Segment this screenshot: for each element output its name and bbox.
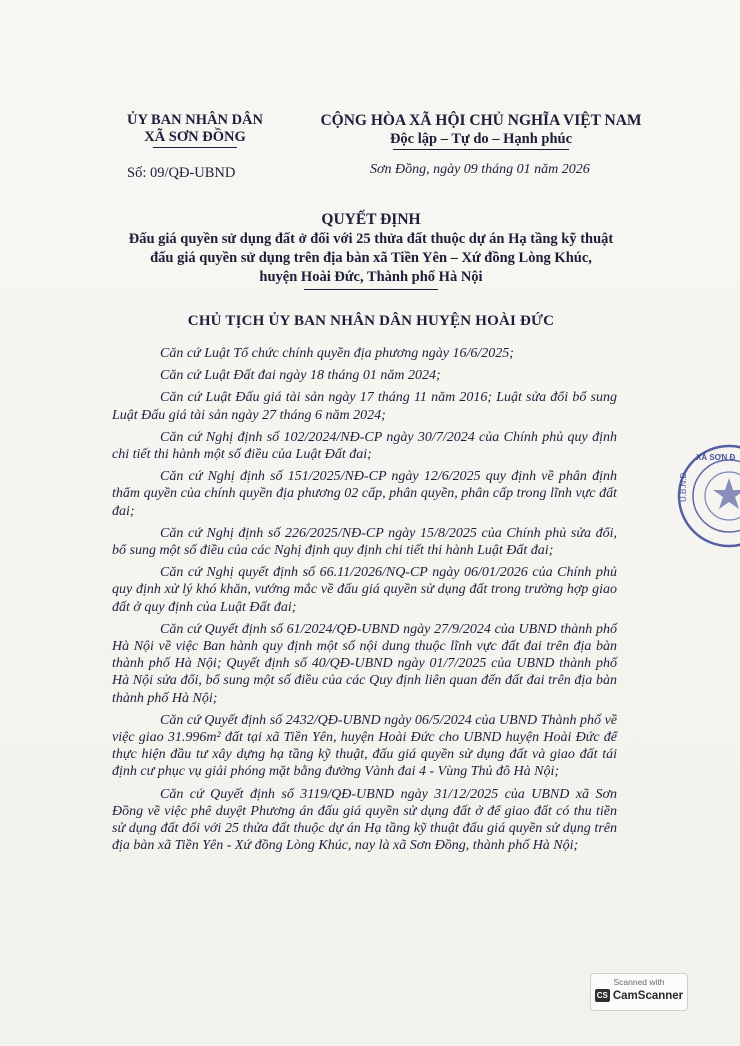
legal-basis-paragraph: Căn cứ Quyết định số 61/2024/QĐ-UBND ngày 27/9/2024 của UBND thành phố Hà Nội về việc Ban hành quy định một số nội dung thuộc lĩnh vực đất đai trên địa bàn thành phố Hà Nội; Quyết định số 40/QĐ-UBND ngày 01/7/2025 của UBND thành phố Hà Nội sửa đổi, bổ sung một số điều của các Quy định liên quan đến đất đai trên địa bàn thành phố Hà Nội;	[112, 621, 617, 706]
legal-basis	[112, 345, 617, 859]
national-heading	[316, 112, 646, 150]
subject-line-1: Đấu giá quyền sử dụng đất ở đối với 25 thửa đất thuộc dự án Hạ tầng kỹ thuật	[128, 231, 614, 247]
document-title	[80, 210, 662, 290]
place-and-date: Sơn Đồng, ngày 09 tháng 01 năm 2026	[370, 162, 590, 177]
camscanner-logo-icon: CS	[596, 991, 608, 1000]
motto-underline	[393, 149, 569, 150]
org-underline	[153, 147, 237, 148]
issuing-organization	[112, 112, 278, 148]
national-motto: Độc lập – Tự do – Hạnh phúc	[389, 131, 573, 147]
seal-stamp-graphic	[674, 442, 740, 550]
legal-basis-paragraph: Căn cứ Quyết định số 3119/QĐ-UBND ngày 31/12/2025 của UBND xã Sơn Đồng về việc phê duyệt Phương án đấu giá quyền sử dụng đất ở để giao đất có thu tiền sử dụng đất đối với 25 thửa đất thuộc dự án Hạ tầng kỹ thuật đấu giá quyền sử dụng trên địa bàn xã Tiền Yên - Xứ đồng Lòng Khúc, nay là xã Sơn Đồng, thành phố Hà Nội;	[112, 786, 617, 854]
scanned-with-label: Scanned with	[613, 977, 665, 987]
svg-text:U.B.N.D: U.B.N.D	[679, 472, 688, 502]
camscanner-name: CamScanner	[612, 989, 684, 1002]
legal-basis-paragraph: Căn cứ Nghị định số 151/2025/NĐ-CP ngày 12/6/2025 quy định về phân định thẩm quyền của chính quyền địa phương 02 cấp, phân quyền, phân cấp trong lĩnh vực đất đai;	[112, 469, 617, 519]
nation-name: CỘNG HÒA XÃ HỘI CHỦ NGHĨA VIỆT NAM	[320, 112, 642, 129]
document-type: QUYẾT ĐỊNH	[321, 211, 421, 228]
svg-text:XÃ SƠN Đ: XÃ SƠN Đ	[696, 453, 736, 462]
subject-line-3: huyện Hoài Đức, Thành phố Hà Nội	[259, 269, 483, 285]
legal-basis-paragraph: Căn cứ Quyết định số 2432/QĐ-UBND ngày 06/5/2024 của UBND Thành phố về việc giao 31.996m² đất tại xã Tiền Yên, huyện Hoài Đức cho UBND huyện Hoài Đức để thực hiện đầu tư xây dựng hạ tầng kỹ thuật, đấu giá quyền sử dụng đất và giao đất tái định cư phục vụ giải phóng mặt bằng đường Vành đai 4 - Vùng Thủ đô Hà Nội;	[112, 712, 617, 780]
document-number: Số: 09/QĐ-UBND	[127, 165, 236, 181]
legal-basis-paragraph: Căn cứ Nghị quyết định số 66.11/2026/NQ-CP ngày 06/01/2026 của Chính phủ quy định xử lý khó khăn, vướng mắc về đấu giá quyền sử dụng đất trong trường hợp giao đất ở quy định của Luật Đất đai;	[112, 565, 617, 615]
legal-basis-paragraph: Căn cứ Luật Đất đai ngày 18 tháng 01 năm 2024;	[160, 368, 441, 384]
issuing-authority: CHỦ TỊCH ỦY BAN NHÂN DÂN HUYỆN HOÀI ĐỨC	[187, 313, 555, 329]
legal-basis-paragraph: Căn cứ Nghị định số 102/2024/NĐ-CP ngày 30/7/2024 của Chính phủ quy định chi tiết thi hành một số điều của Luật Đất đai;	[112, 429, 617, 463]
legal-basis-paragraph: Căn cứ Luật Tổ chức chính quyền địa phương ngày 16/6/2025;	[160, 346, 514, 361]
org-line-1: ỦY BAN NHÂN DÂN	[126, 112, 263, 128]
org-line-2: XÃ SƠN ĐỒNG	[144, 129, 246, 145]
subject-line-2: đấu giá quyền sử dụng trên địa bàn xã Tiền Yên – Xứ đồng Lòng Khúc,	[150, 250, 592, 266]
legal-basis-paragraph: Căn cứ Nghị định số 226/2025/NĐ-CP ngày 15/8/2025 của Chính phủ sửa đổi, bổ sung một số điều của các Nghị định quy định chi tiết thi hành Luật Đất đai;	[112, 525, 617, 559]
official-seal	[674, 442, 740, 550]
title-underline	[304, 289, 438, 290]
legal-basis-paragraph: Căn cứ Luật Đấu giá tài sản ngày 17 tháng 11 năm 2016; Luật sửa đổi bổ sung Luật Đấu giá tài sản ngày 27 tháng 6 năm 2024;	[112, 390, 617, 423]
camscanner-badge	[590, 973, 688, 1011]
